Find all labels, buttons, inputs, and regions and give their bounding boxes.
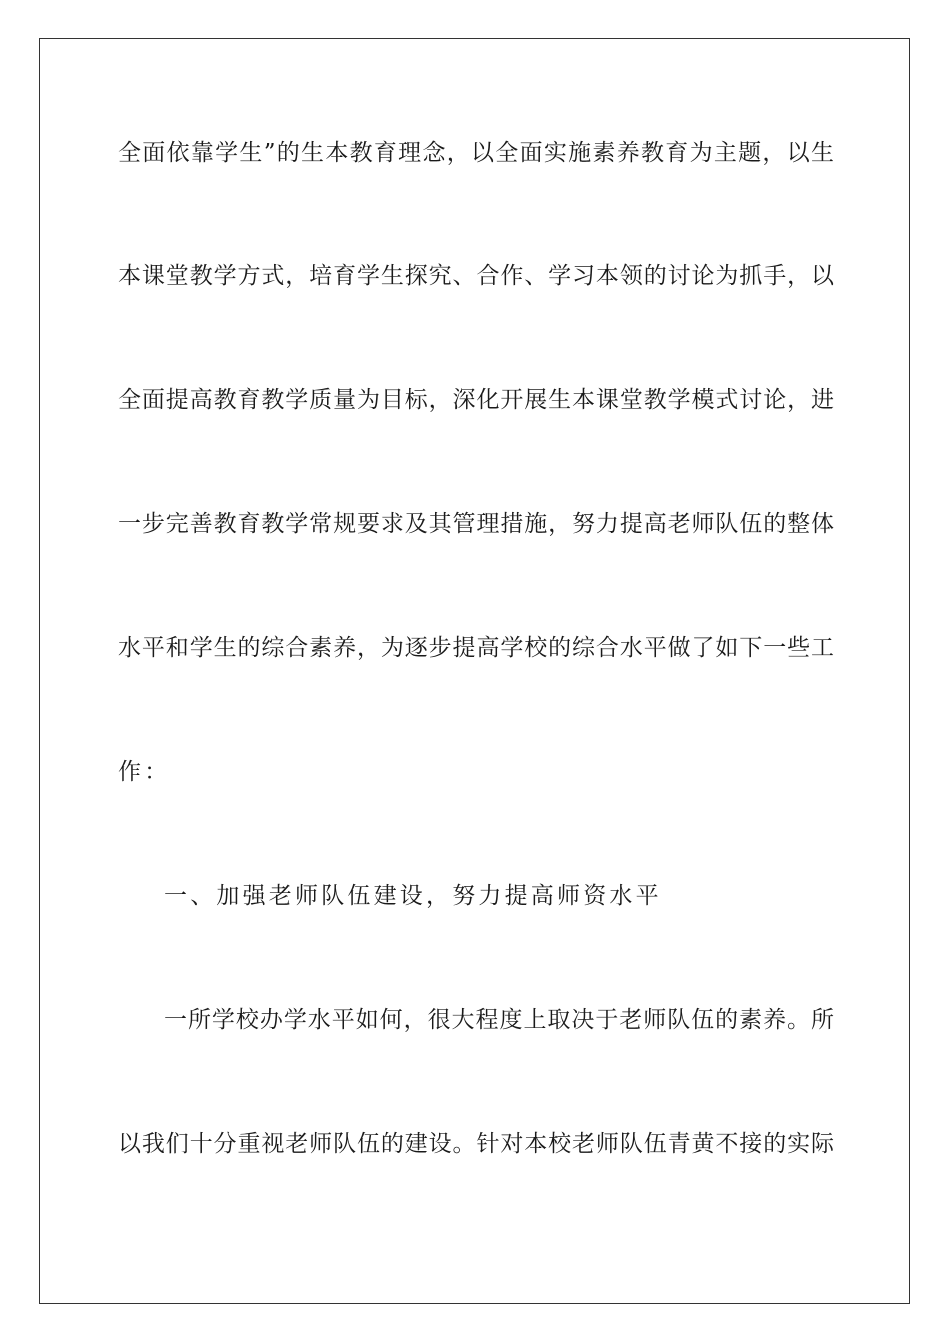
- paragraph-line-2: 以我们十分重视老师队伍的建设。针对本校老师队伍青黄不接的实际: [118, 1131, 834, 1157]
- body-text-line-3: 全面提高教育教学质量为目标，深化开展生本课堂教学模式讨论，进: [118, 387, 834, 413]
- page-border: [39, 38, 910, 1304]
- body-text-line-4: 一步完善教育教学常规要求及其管理措施，努力提高老师队伍的整体: [118, 511, 834, 537]
- section-heading: 一、加强老师队伍建设，努力提高师资水平: [164, 883, 662, 909]
- body-text-line-6: 作：: [118, 759, 171, 785]
- body-text-line-2: 本课堂教学方式，培育学生探究、合作、学习本领的讨论为抓手，以: [118, 263, 834, 289]
- body-text-line-5: 水平和学生的综合素养，为逐步提高学校的综合水平做了如下一些工: [118, 635, 834, 661]
- paragraph-line-1: 一所学校办学水平如何，很大程度上取决于老师队伍的素养。所: [164, 1007, 834, 1033]
- body-text-line-1: 全面依靠学生”的生本教育理念，以全面实施素养教育为主题，以生: [118, 140, 834, 166]
